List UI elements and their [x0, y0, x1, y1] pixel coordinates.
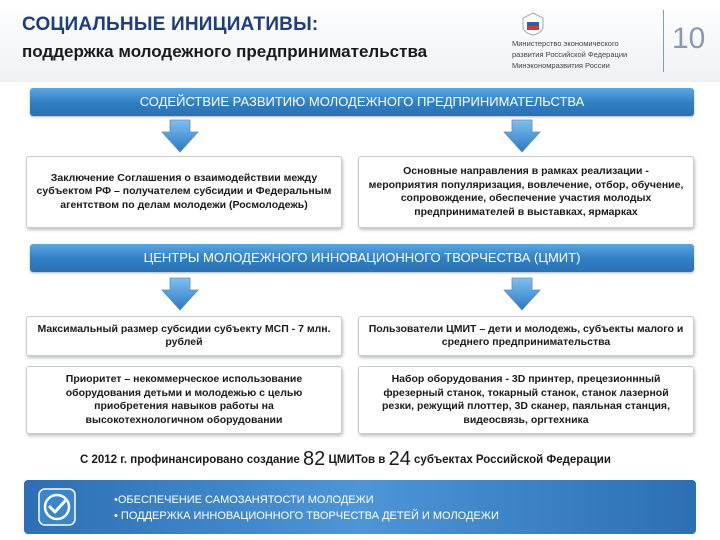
goals-panel — [24, 480, 696, 534]
ministry-logo-icon — [522, 12, 544, 36]
summary-text-1: С 2012 г. профинансировано создание — [80, 454, 300, 466]
cmit-users-box: Пользователи ЦМИТ – дети и молодежь, субъекты малого и среднего предпринимательства — [358, 316, 694, 356]
section-heading-cmit: ЦЕНТРЫ МОЛОДЕЖНОГО ИННОВАЦИОННОГО ТВОРЧЕСТВА (ЦМИТ) — [30, 244, 694, 272]
goal-innovation-support: • ПОДДЕРЖКА ИННОВАЦИОННОГО ТВОРЧЕСТВА ДЕТЕЙ И МОЛОДЕЖИ — [114, 510, 499, 522]
main-directions-box: Основные направления в рамках реализации - мероприятия популяризация, вовлечение, отбор, обучение, сопровождение, обеспечение участия молодых предпринимателей в выставках, ярмарках — [358, 156, 694, 228]
down-arrow-icon — [502, 118, 542, 154]
ministry-name — [512, 38, 662, 71]
checkmark-icon — [38, 488, 76, 526]
header-divider — [663, 10, 664, 72]
agreement-box: Заключение Соглашения о взаимодействии между субъектом РФ – получателем субсидии и Федеральным агентством по делам молодежи (Росмолодежь) — [26, 156, 342, 228]
summary-text-3: субъектах Российской Федерации — [414, 454, 611, 466]
ministry-line-1: Министерство экономического — [512, 39, 619, 48]
down-arrow-icon — [160, 276, 200, 312]
funding-summary — [80, 448, 611, 471]
ministry-line-2: развития Российской Федерации — [512, 50, 628, 59]
down-arrow-icon — [502, 276, 542, 312]
page-number: 10 — [672, 22, 706, 55]
equipment-box: Набор оборудования - 3D принтер, прецезионнный фрезерный станок, токарный станок, станок лазерной резки, режущий плоттер, 3D сканер, паяльная станция, видеосвязь, оргтехника — [358, 366, 694, 434]
slide-subtitle: поддержка молодежного предпринимательства — [22, 42, 428, 61]
priority-box: Приоритет – некоммерческое использование оборудования детьми и молодежью с целью приобретения навыков работы на высокотехнологичном оборудовании — [26, 366, 342, 434]
section-heading-youth-entrepreneurship: СОДЕЙСТВИЕ РАЗВИТИЮ МОЛОДЕЖНОГО ПРЕДПРИНИМАТЕЛЬСТВА — [30, 88, 694, 116]
ministry-line-3: Минэкономразвития России — [512, 61, 610, 70]
regions-count: 24 — [388, 448, 411, 470]
down-arrow-icon — [160, 118, 200, 154]
summary-text-2: ЦМИТов в — [328, 454, 386, 466]
subsidy-size-box: Максимальный размер субсидии субъекту МСП - 7 млн. рублей — [26, 316, 342, 356]
slide-title: СОЦИАЛЬНЫЕ ИНИЦИАТИВЫ: — [22, 14, 319, 35]
centers-count: 82 — [303, 448, 326, 470]
goal-self-employment: •ОБЕСПЕЧЕНИЕ САМОЗАНЯТОСТИ МОЛОДЕЖИ — [114, 494, 374, 506]
